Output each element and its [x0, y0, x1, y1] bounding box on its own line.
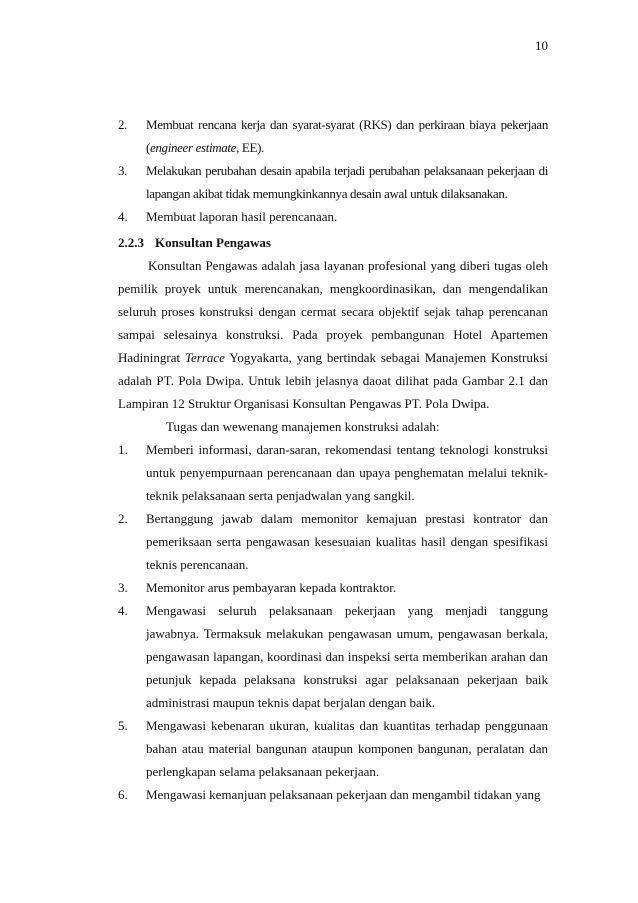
paragraph-emphasis: Terrace — [184, 350, 225, 365]
list-text: Membuat laporan hasil perencanaan. — [146, 209, 338, 224]
section-heading — [118, 231, 548, 254]
list-number: 6. — [118, 787, 128, 802]
list-text: Mengawasi kemanjuan pelaksanaan pekerjaan dan mengambil tidakan yang — [146, 787, 541, 802]
list-item — [118, 507, 548, 576]
list-number: 2. — [118, 117, 128, 132]
list-number: 2. — [118, 511, 128, 526]
list-item — [118, 113, 548, 159]
list-item — [118, 714, 548, 783]
list-number: 4. — [118, 603, 128, 618]
list-item — [118, 783, 548, 806]
paragraph-text: Konsultan Pengawas adalah jasa layanan profesional yang diberi tugas oleh pemilik proyek untuk merencanakan, mengkoordinasikan, dan mengendalikan seluruh proses konstruksi dengan cermat secara objektif sejak tahap perencanan sampai selesainya konstruksi. Pada proyek pembangunan Hotel Apartemen Hadiningrat — [118, 258, 548, 365]
supervision-duties-list — [118, 438, 548, 806]
list-item — [118, 599, 548, 714]
page-number: 10 — [535, 38, 548, 53]
list-item — [118, 205, 548, 228]
list-number: 1. — [118, 442, 128, 457]
paragraph-text: Yogyakarta, yang bertindak sebagai Manajemen Konstruksi adalah PT. Pola Dwipa. Untuk lebih jelasnya daoat dilihat pada Gambar 2.1 dan Lampiran 12 Struktur Organisasi Konsultan Pengawas PT. Pola Dwipa. — [118, 350, 549, 411]
list-emphasis: engineer estimate — [149, 140, 237, 155]
list-number: 3. — [118, 580, 128, 595]
list-intro: Tugas dan wewenang manajemen konstruksi adalah: — [166, 419, 440, 434]
list-text: Mengawasi seluruh pelaksanaan pekerjaan yang menjadi tanggung jawabnya. Termaksuk melakukan pengawasan umum, pengawasan berkala, pengawasan lapangan, koordinasi dan inspeksi serta memberikan arahan dan petunjuk kepada pelaksana konstruksi agar pelaksanaan pekerjaan baik administrasi maupun teknis dapat berjalan dengan baik. — [146, 603, 548, 710]
list-text: Mengawasi kebenaran ukuran, kualitas dan kuantitas terhadap penggunaan bahan atau material bangunan ataupun komponen bangunan, peralatan dan perlengkapan selama pelaksanaan pekerjaan. — [146, 718, 548, 779]
planning-duties-list — [118, 113, 548, 228]
list-number: 5. — [118, 718, 128, 733]
list-item — [118, 438, 548, 507]
list-number: 3. — [118, 163, 128, 178]
list-text: Memonitor arus pembayaran kepada kontraktor. — [146, 580, 397, 595]
section-number: 2.2.3 — [118, 235, 144, 250]
list-text: , EE). — [236, 140, 264, 155]
page-content — [118, 113, 548, 806]
list-number: 4. — [118, 209, 128, 224]
list-text: Melakukan perubahan desain apabila terjadi perubahan pelaksanaan pekerjaan di lapangan akibat tidak memungkinkannya desain awal untuk dilaksanakan. — [146, 163, 548, 201]
list-item — [118, 576, 548, 599]
list-text: Membuat rencana kerja dan syarat-syarat (RKS) dan perkiraan biaya pekerjaan ( — [146, 117, 548, 155]
body-paragraph — [118, 254, 548, 415]
list-text: Bertanggung jawab dalam memonitor kemajuan prestasi kontrator dan pemeriksaan serta pengawasan kesesuaian kualitas hasil dengan spesifikasi teknis perencanaan. — [146, 511, 548, 572]
section-title: Konsultan Pengawas — [155, 235, 271, 250]
list-item — [118, 159, 548, 205]
list-text: Memberi informasi, daran-saran, rekomendasi tentang teknologi konstruksi untuk penyempurnaan perencanaan dan upaya penghematan melalui teknik-teknik pelaksanaan serta penjadwalan yang sangkil. — [146, 442, 548, 503]
